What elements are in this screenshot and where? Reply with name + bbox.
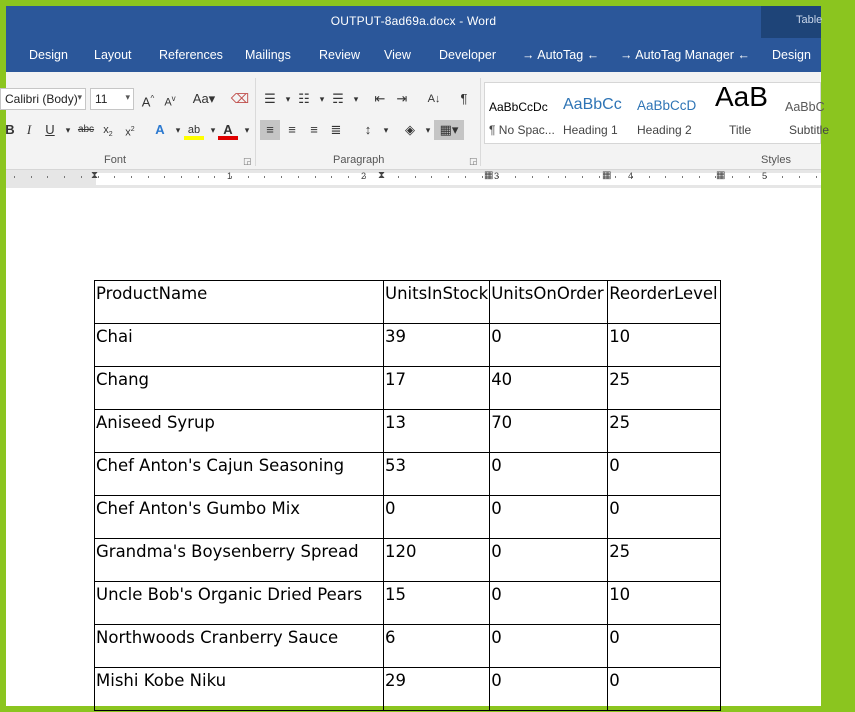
- table-row: [95, 496, 721, 539]
- show-paragraph-marks-icon[interactable]: ¶: [460, 91, 468, 106]
- table-cell[interactable]: 70: [490, 410, 608, 453]
- table-cell[interactable]: 0: [608, 625, 721, 668]
- ruler-tick: [164, 176, 165, 178]
- column-marker-icon[interactable]: ▦: [716, 170, 726, 181]
- style-title[interactable]: [707, 83, 781, 143]
- word-window: [5, 6, 830, 706]
- font-color-icon[interactable]: A: [218, 120, 238, 140]
- ruler-number: 5: [762, 171, 768, 181]
- ruler-tick: [799, 176, 800, 178]
- ruler-tick: [649, 176, 650, 178]
- style-name: ¶ No Spac...: [489, 123, 555, 137]
- multilevel-list-icon[interactable]: ☴: [332, 91, 344, 106]
- table-row: [95, 324, 721, 367]
- ruler-tick: [465, 176, 466, 178]
- justify-icon[interactable]: ≣: [330, 122, 342, 137]
- style-heading-1[interactable]: [559, 83, 633, 143]
- style-heading-2[interactable]: [633, 83, 707, 143]
- change-case-icon[interactable]: Aa▾: [192, 91, 216, 106]
- style-preview: AaBbCcD: [637, 98, 697, 113]
- align-center-icon[interactable]: ≡: [288, 122, 296, 137]
- superscript-icon[interactable]: $x^2$: [125, 126, 135, 139]
- style-preview: AaBbCc: [563, 96, 622, 113]
- text-effects-icon[interactable]: A: [155, 122, 165, 137]
- highlight-icon[interactable]: ab: [184, 120, 204, 140]
- table-cell[interactable]: Mishi Kobe Niku: [95, 668, 384, 711]
- table-cell[interactable]: 0: [490, 668, 608, 711]
- table-cell[interactable]: 10: [608, 582, 721, 625]
- ruler-tick: [532, 176, 533, 178]
- align-right-icon[interactable]: ≡: [310, 122, 318, 137]
- ruler-tick: [315, 176, 316, 178]
- group-divider: [480, 78, 481, 166]
- borders-icon[interactable]: ▦▾: [434, 120, 464, 140]
- chevron-down-icon[interactable]: ▾: [319, 94, 325, 104]
- column-marker-icon[interactable]: ⧗: [378, 170, 386, 181]
- style-preview: AaB: [715, 81, 768, 112]
- style-preview: AaBbC: [785, 100, 825, 114]
- styles-gallery: [484, 81, 830, 144]
- table-row: [95, 453, 721, 496]
- table-cell[interactable]: Uncle Bob's Organic Dried Pears: [95, 582, 384, 625]
- ruler-number: 2: [361, 171, 367, 181]
- chevron-down-icon[interactable]: ▾: [77, 92, 82, 102]
- table-cell[interactable]: Northwoods Cranberry Sauce: [95, 625, 384, 668]
- table-cell[interactable]: 0: [608, 496, 721, 539]
- table-row: [95, 410, 721, 453]
- table-cell[interactable]: Chai: [95, 324, 384, 367]
- table-cell[interactable]: Grandma's Boysenberry Spread: [95, 539, 384, 582]
- ruler-tick: [148, 176, 149, 178]
- ribbon: [5, 72, 830, 170]
- style-no-spacing[interactable]: [485, 83, 559, 143]
- table-header-cell[interactable]: ReorderLevel: [608, 281, 721, 324]
- table-cell[interactable]: 25: [608, 539, 721, 582]
- ruler-tick: [331, 176, 332, 178]
- ruler-tick: [248, 176, 249, 178]
- ruler-tick: [482, 176, 483, 178]
- ruler-tick: [281, 176, 282, 178]
- table-cell[interactable]: 120: [384, 539, 490, 582]
- ruler-tick: [515, 176, 516, 178]
- bullets-icon[interactable]: ☰: [264, 91, 276, 106]
- table-cell[interactable]: 10: [608, 324, 721, 367]
- product-table[interactable]: [94, 280, 721, 711]
- tab-layout[interactable]: Layout: [94, 48, 132, 62]
- bold-icon[interactable]: B: [5, 122, 15, 137]
- numbering-icon[interactable]: ☷: [298, 91, 310, 106]
- ruler-tick: [732, 176, 733, 178]
- style-name: Title: [729, 123, 752, 137]
- ruler-tick: [448, 176, 449, 178]
- ruler-tick: [198, 176, 199, 178]
- table-cell[interactable]: 25: [608, 367, 721, 410]
- ruler-tick: [665, 176, 666, 178]
- chevron-down-icon[interactable]: ▾: [125, 92, 130, 102]
- ruler-tick: [682, 176, 683, 178]
- font-size-combo[interactable]: [90, 88, 134, 110]
- ruler-tick: [431, 176, 432, 178]
- decrease-indent-icon[interactable]: ⇤: [374, 91, 386, 106]
- table-cell[interactable]: 13: [384, 410, 490, 453]
- column-marker-icon[interactable]: ▦: [602, 170, 612, 181]
- subscript-icon[interactable]: $x_2$: [103, 124, 113, 139]
- ruler-tick: [565, 176, 566, 178]
- dialog-launcher-icon[interactable]: ◲: [469, 156, 478, 166]
- table-cell[interactable]: 0: [490, 582, 608, 625]
- table-header-row: [95, 281, 721, 324]
- style-name: Heading 1: [563, 123, 618, 137]
- font-group-label: Font: [104, 154, 127, 166]
- ruler-tick: [264, 176, 265, 178]
- styles-group-label: Styles: [761, 154, 791, 166]
- style-name: Subtitle: [789, 123, 830, 137]
- ruler-number: 4: [628, 171, 634, 181]
- italic-icon[interactable]: I: [26, 122, 32, 137]
- chevron-down-icon[interactable]: ▾: [210, 125, 216, 135]
- ruler-tick: [699, 176, 700, 178]
- style-name: Heading 2: [637, 123, 692, 137]
- ruler-tick: [98, 176, 99, 178]
- horizontal-ruler[interactable]: [6, 170, 821, 188]
- ruler-tick: [114, 176, 115, 178]
- table-header-cell[interactable]: UnitsInStock: [384, 281, 490, 324]
- tab-references[interactable]: References: [159, 48, 223, 62]
- ruler-tick: [131, 176, 132, 178]
- column-marker-icon[interactable]: ▦: [484, 170, 494, 181]
- table-row: [95, 668, 721, 711]
- ruler-tick: [81, 176, 82, 178]
- table-cell[interactable]: 29: [384, 668, 490, 711]
- table-cell[interactable]: 0: [490, 625, 608, 668]
- table-cell[interactable]: 6: [384, 625, 490, 668]
- ruler-tick: [599, 176, 600, 178]
- increase-indent-icon[interactable]: ⇥: [396, 91, 408, 106]
- underline-icon[interactable]: U: [45, 122, 55, 137]
- indent-marker-icon[interactable]: ⧗: [91, 170, 99, 181]
- group-divider: [255, 78, 256, 166]
- table-cell[interactable]: 39: [384, 324, 490, 367]
- line-spacing-icon[interactable]: ↕: [364, 122, 372, 137]
- window-title: OUTPUT-8ad69a.docx - Word: [330, 14, 497, 28]
- ruler-tick: [348, 176, 349, 178]
- align-left-icon[interactable]: ≡: [260, 120, 280, 140]
- table-cell[interactable]: 0: [490, 496, 608, 539]
- document-page[interactable]: [6, 188, 821, 706]
- ruler-tick: [64, 176, 65, 178]
- tab-design[interactable]: Design: [29, 48, 68, 62]
- chevron-down-icon[interactable]: ▾: [383, 125, 389, 135]
- table-cell[interactable]: 15: [384, 582, 490, 625]
- shrink-font-icon[interactable]: $A^v$: [164, 94, 176, 109]
- grow-font-icon[interactable]: A^: [141, 94, 155, 110]
- chevron-down-icon[interactable]: ▾: [175, 125, 181, 135]
- title-bar: [6, 6, 821, 38]
- tab-autotag-manager[interactable]: → AutoTag Manager ←: [620, 48, 750, 62]
- style-subtitle[interactable]: [781, 83, 855, 143]
- table-cell[interactable]: 0: [490, 324, 608, 367]
- context-tab-label: Table: [796, 14, 823, 26]
- table-row: [95, 625, 721, 668]
- table-row: [95, 539, 721, 582]
- ruler-tick: [415, 176, 416, 178]
- ruler-tick: [548, 176, 549, 178]
- font-name-combo[interactable]: [0, 88, 86, 110]
- tab-mailings[interactable]: Mailings: [245, 48, 291, 62]
- table-cell[interactable]: Chef Anton's Gumbo Mix: [95, 496, 384, 539]
- ruler-number: 3: [494, 171, 500, 181]
- paragraph-group-label: Paragraph: [333, 154, 385, 166]
- style-preview: AaBbCcDc: [489, 100, 548, 114]
- table-cell[interactable]: 25: [608, 410, 721, 453]
- table-cell[interactable]: 40: [490, 367, 608, 410]
- ruler-tick: [816, 176, 817, 178]
- font-name-value: Calibri (Body): [5, 92, 78, 106]
- table-cell[interactable]: Aniseed Syrup: [95, 410, 384, 453]
- ruler-tick: [615, 176, 616, 178]
- ruler-tick: [582, 176, 583, 178]
- table-cell[interactable]: 53: [384, 453, 490, 496]
- table-cell[interactable]: 0: [608, 668, 721, 711]
- table-cell[interactable]: 0: [490, 539, 608, 582]
- ruler-text-area: [96, 173, 821, 185]
- ruler-tick: [298, 176, 299, 178]
- tab-view[interactable]: View: [384, 48, 411, 62]
- table-header-cell[interactable]: ProductName: [95, 281, 384, 324]
- ruler-tick: [14, 176, 15, 178]
- dialog-launcher-icon[interactable]: ◲: [243, 156, 252, 166]
- strikethrough-icon[interactable]: abc: [77, 124, 95, 135]
- ruler-tick: [782, 176, 783, 178]
- chevron-down-icon[interactable]: ▾: [244, 125, 250, 135]
- chevron-down-icon[interactable]: ▾: [285, 94, 291, 104]
- table-row: [95, 367, 721, 410]
- ruler-tick: [47, 176, 48, 178]
- sort-icon[interactable]: A↓: [427, 93, 441, 105]
- table-cell[interactable]: Chang: [95, 367, 384, 410]
- table-row: [95, 582, 721, 625]
- shading-icon[interactable]: ◈: [405, 122, 415, 137]
- clear-formatting-icon[interactable]: ⌫: [230, 91, 250, 106]
- table-cell[interactable]: 0: [490, 453, 608, 496]
- ruler-tick: [749, 176, 750, 178]
- table-cell[interactable]: 17: [384, 367, 490, 410]
- table-header-cell[interactable]: UnitsOnOrder: [490, 281, 608, 324]
- ruler-tick: [31, 176, 32, 178]
- ruler-tick: [181, 176, 182, 178]
- tab-autotag[interactable]: → AutoTag ←: [522, 48, 600, 62]
- ruler-tick: [398, 176, 399, 178]
- ruler-tick: [214, 176, 215, 178]
- tab-review[interactable]: Review: [319, 48, 360, 62]
- ruler-number: 1: [227, 171, 233, 181]
- table-cell[interactable]: Chef Anton's Cajun Seasoning: [95, 453, 384, 496]
- chevron-down-icon[interactable]: ▾: [65, 125, 71, 135]
- chevron-down-icon[interactable]: ▾: [425, 125, 431, 135]
- tab-developer[interactable]: Developer: [439, 48, 496, 62]
- chevron-down-icon[interactable]: ▾: [353, 94, 359, 104]
- font-size-value: 11: [95, 92, 108, 106]
- table-cell[interactable]: 0: [608, 453, 721, 496]
- ribbon-tabs: [6, 38, 821, 72]
- table-cell[interactable]: 0: [384, 496, 490, 539]
- tab-table-design[interactable]: Design: [772, 48, 811, 62]
